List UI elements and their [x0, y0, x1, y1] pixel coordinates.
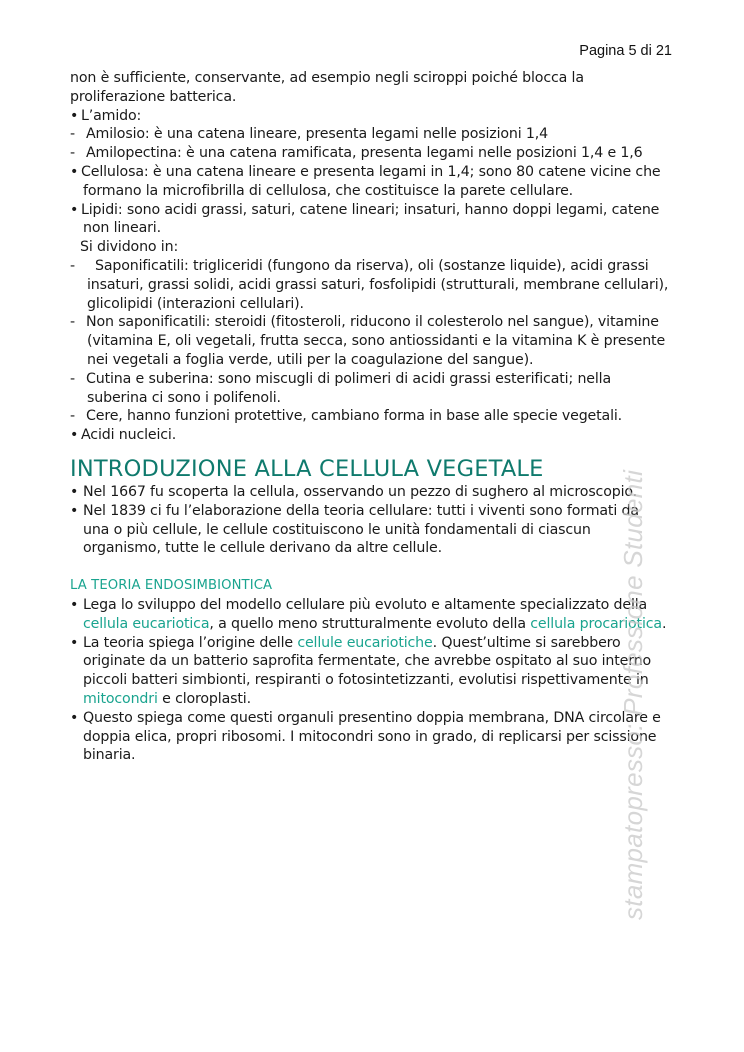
list-item-text: Nel 1839 ci fu l’elaborazione della teoria cellulare: tutti i viventi sono formati da [83, 502, 639, 519]
inline-text: La teoria spiega l’origine delle [83, 634, 298, 651]
text-line: (vitamina E, oli vegetali, frutta secca, sono antiossidanti e la vitamina K è presente [87, 333, 666, 350]
text-line: non è sufficiente, conservante, ad esempio negli sciroppi poiché blocca la [70, 70, 584, 86]
subsection-title: LA TEORIA ENDOSIMBIONTICA [70, 578, 273, 594]
term-link[interactable]: mitocondri [83, 690, 158, 707]
list-item: • Nel 1839 ci fu l’elaborazione della teoria cellulare: tutti i viventi sono formati da [70, 502, 639, 519]
text-line: una o più cellule, le cellule costituiscono le unità fondamentali di ciascun [83, 521, 591, 538]
list-item-text: Non saponificatili: steroidi (fitosteroli, riducono il colesterolo nel sangue), vitamine [86, 314, 659, 331]
sub-list-item: - Saponificatili: trigliceridi (fungono da riserva), oli (sostanze liquide), acidi grassi [70, 257, 649, 274]
list-item-text: Saponificatili: trigliceridi (fungono da riserva), oli (sostanze liquide), acidi grassi [95, 257, 649, 274]
sub-list-item: - Non saponificatili: steroidi (fitosteroli, riducono il colesterolo nel sangue), vitamine [70, 314, 659, 331]
text-line [70, 615, 676, 634]
text-line: insaturi, grassi solidi, acidi grassi saturi, fosfolipidi (strutturali, membrane cellulari), [87, 276, 669, 293]
list-item-text: Lega lo sviluppo del modello cellulare più evoluto e altamente specializzato della [83, 596, 648, 613]
text-line: organismo, tutte le cellule derivano da altre cellule. [83, 540, 442, 557]
list-item-text: Amilosio: è una catena lineare, presenta legami nelle posizioni 1,4 [86, 126, 549, 143]
list-item: • Lipidi: sono acidi grassi, saturi, catene lineari; insaturi, hanno doppi legami, catene [70, 201, 660, 218]
page-content [70, 69, 676, 765]
text-line: binaria. [83, 747, 136, 764]
sub-list-item: - Amilopectina: è una catena ramificata, presenta legami nelle posizioni 1,4 e 1,6 [70, 145, 643, 162]
list-item: • Questo spiega come questi organuli presentino doppia membrana, DNA circolare e [70, 709, 661, 726]
inline-text: , a quello meno strutturalmente evoluto della [209, 615, 531, 632]
list-item-text: Cere, hanno funzioni protettive, cambiano forma in base alle specie vegetali. [86, 408, 623, 425]
term-link[interactable]: cellule eucariotiche [297, 634, 433, 651]
watermark: stampatopresso: Professione Studenti [618, 469, 648, 920]
text-line: piccoli batteri simbionti, respiranti o fotosintetizzanti, evolutisi rispettivamente in [83, 672, 649, 689]
text-line [70, 690, 676, 709]
list-item: • Nel 1667 fu scoperta la cellula, osservando un pezzo di sughero al microscopio. [70, 483, 638, 500]
sub-list-item: - Cere, hanno funzioni protettive, cambiano forma in base alle specie vegetali. [70, 408, 623, 425]
inline-text: . Quest’ultime si sarebbero [432, 634, 621, 651]
list-item-text: Cutina e suberina: sono miscugli di polimeri di acidi grassi esterificati; nella [86, 370, 611, 387]
list-item-text: L’amido: [81, 107, 142, 124]
text-line: originate da un batterio saprofita fermentate, che avrebbe ospitato al suo interno [83, 653, 652, 670]
text-line: Si dividono in: [80, 239, 179, 256]
text-line: proliferazione batterica. [70, 88, 237, 105]
text-line: glicolipidi (interazioni cellulari). [87, 295, 304, 312]
list-item: • Lega lo sviluppo del modello cellulare più evoluto e altamente specializzato della [70, 596, 648, 613]
term-link[interactable]: cellula eucariotica [83, 615, 210, 632]
list-item-text: Cellulosa: è una catena lineare e presenta legami in 1,4; sono 80 catene vicine che [81, 163, 661, 180]
text-line: suberina ci sono i polifenoli. [87, 389, 281, 406]
list-item-text: Questo spiega come questi organuli presentino doppia membrana, DNA circolare e [83, 709, 661, 726]
list-item-text: Nel 1667 fu scoperta la cellula, osservando un pezzo di sughero al microscopio. [83, 483, 638, 500]
list-item-text: Lipidi: sono acidi grassi, saturi, catene lineari; insaturi, hanno doppi legami, catene [81, 201, 660, 218]
sub-list-item: - Cutina e suberina: sono miscugli di polimeri di acidi grassi esterificati; nella [70, 370, 611, 387]
list-item: • L’amido: [70, 107, 142, 124]
list-item: • La teoria spiega l’origine delle cellule eucariotiche. Quest’ultime si sarebbero [70, 634, 621, 651]
list-item: • Cellulosa: è una catena lineare e presenta legami in 1,4; sono 80 catene vicine che [70, 163, 661, 180]
list-item: • Acidi nucleici. [70, 427, 177, 444]
text-line: nei vegetali a foglia verde, utili per la coagulazione del sangue). [87, 351, 534, 368]
list-item-text: Acidi nucleici. [81, 427, 177, 444]
page-number: Pagina 5 di 21 [579, 43, 672, 59]
inline-text: e cloroplasti. [157, 690, 251, 707]
text-line: doppia elica, propri ribosomi. I mitocondri sono in grado, di replicarsi per scissione [83, 728, 657, 745]
text-line: formano la microfibrilla di cellulosa, che costituisce la parete cellulare. [83, 182, 574, 199]
sub-list-item: - Amilosio: è una catena lineare, presenta legami nelle posizioni 1,4 [70, 126, 549, 143]
inline-text: . [661, 615, 667, 632]
list-item-text: Amilopectina: è una catena ramificata, presenta legami nelle posizioni 1,4 e 1,6 [86, 145, 643, 162]
term-link[interactable]: cellula procariotica [530, 615, 662, 632]
text-line: non lineari. [83, 220, 161, 237]
section-title: INTRODUZIONE ALLA CELLULA VEGETALE [70, 455, 544, 482]
